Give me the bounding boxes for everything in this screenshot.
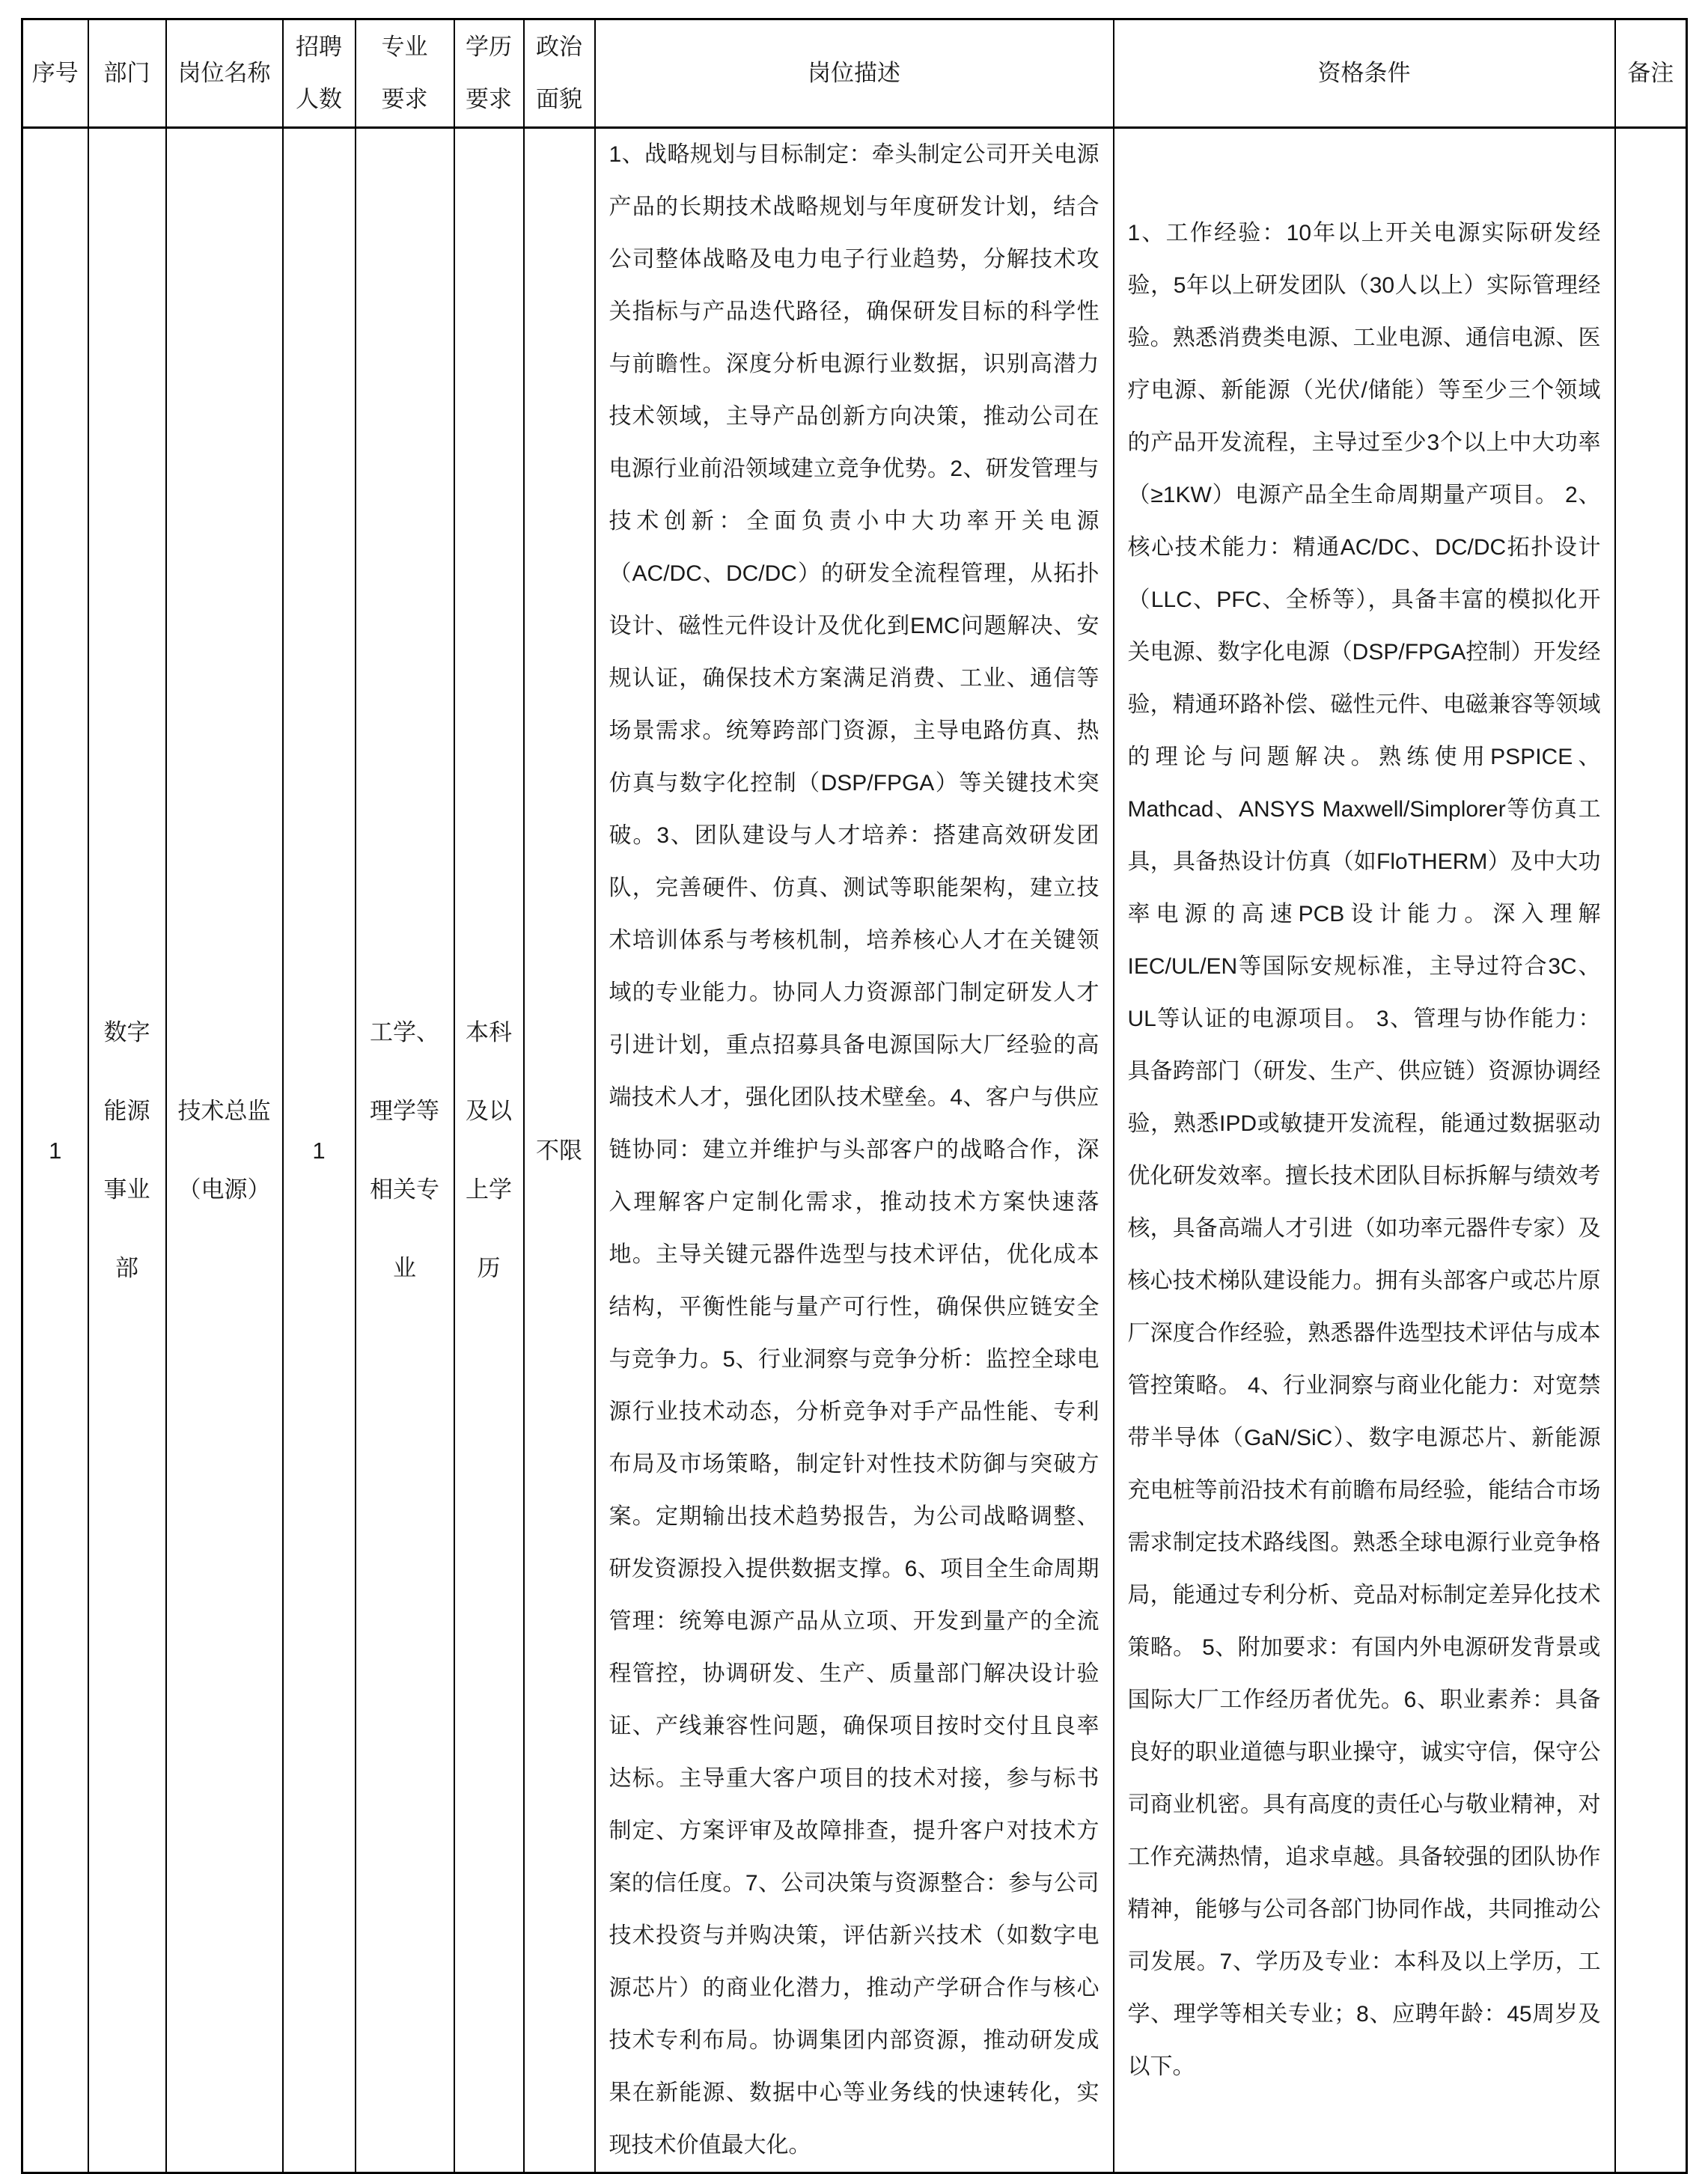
- job-description-text: 1、战略规划与目标制定：牵头制定公司开关电源产品的长期技术战略规划与年度研发计划，结合公司整体战略及电力电子行业趋势，分解技术攻关指标与产品迭代路径，确保研发目标的科学性与前瞻性。深度分析电源行业数据，识别高潜力技术领域，主导产品创新方向决策，推动公司在电源行业前沿领域建立竞争优势。2、研发管理与技术创新：全面负责小中大功率开关电源（AC/DC、DC/DC）的研发全流程管理，从拓扑设计、磁性元件设计及优化到EMC问题解决、安规认证，确保技术方案满足消费、工业、通信等场景需求。统筹跨部门资源，主导电路仿真、热仿真与数字化控制（DSP/FPGA）等关键技术突破。3、团队建设与人才培养：搭建高效研发团队，完善硬件、仿真、测试等职能架构，建立技术培训体系与考核机制，培养核心人才在关键领域的专业能力。协同人力资源部门制定研发人才引进计划，重点招募具备电源国际大厂经验的高端技术人才，强化团队技术壁垒。4、客户与供应链协同：建立并维护与头部客户的战略合作，深入理解客户定制化需求，推动技术方案快速落地。主导关键元器件选型与技术评估，优化成本结构，平衡性能与量产可行性，确保供应链安全与竞争力。5、行业洞察与竞争分析：监控全球电源行业技术动态，分析竞争对手产品性能、专利布局及市场策略，制定针对性技术防御与突破方案。定期输出技术趋势报告，为公司战略调整、研发资源投入提供数据支撑。6、项目全生命周期管理：统筹电源产品从立项、开发到量产的全流程管控，协调研发、生产、质量部门解决设计验证、产线兼容性问题，确保项目按时交付且良率达标。主导重大客户项目的技术对接，参与标书制定、方案评审及故障排查，提升客户对技术方案的信任度。7、公司决策与资源整合：参与公司技术投资与并购决策，评估新兴技术（如数字电源芯片）的商业化潜力，推动产学研合作与核心技术专利布局。协调集团内部资源，推动研发成果在新能源、数据中心等业务线的快速转化，实现技术价值最大化。: [609, 142, 1099, 2158]
- political-status-value: 不限: [536, 1137, 582, 1164]
- cell-job-description: [595, 128, 1114, 2173]
- header-remarks-label: 备注: [1627, 60, 1674, 86]
- header-major: [356, 19, 454, 128]
- header-education: [454, 19, 524, 128]
- header-political-status: [524, 19, 595, 128]
- job-posting-table: [21, 18, 1688, 2174]
- header-major-label: 专业要求: [381, 34, 428, 112]
- cell-department: [88, 128, 166, 2173]
- table-row: [22, 128, 1687, 2173]
- headcount-value: 1: [312, 1137, 326, 1164]
- header-position: [166, 19, 283, 128]
- header-department-label: 部门: [103, 60, 150, 86]
- cell-qualifications: [1114, 128, 1615, 2173]
- header-qualifications: [1114, 19, 1615, 128]
- header-seq: [22, 19, 88, 128]
- header-seq-label: 序号: [31, 60, 79, 86]
- major-value: 工学、理学等相关专业: [370, 1019, 439, 1281]
- education-value: 本科及以上学历: [466, 1019, 512, 1281]
- header-headcount: [283, 19, 356, 128]
- header-department: [88, 19, 166, 128]
- header-position-label: 岗位名称: [177, 60, 271, 86]
- position-value: 技术总监（电源）: [177, 1098, 271, 1203]
- cell-seq: [22, 128, 88, 2173]
- qualifications-text: 1、工作经验：10年以上开关电源实际研发经验，5年以上研发团队（30人以上）实际管理经验。熟悉消费类电源、工业电源、通信电源、医疗电源、新能源（光伏/储能）等至少三个领域的产品开发流程，主导过至少3个以上中大功率（≥1KW）电源产品全生命周期量产项目。 2、核心技术能力：精通AC/DC、DC/DC拓扑设计（LLC、PFC、全桥等），具备丰富的模拟化开关电源、数字化电源（DSP/FPGA控制）开发经验，精通环路补偿、磁性元件、电磁兼容等领域的理论与问题解决。熟练使用PSPICE、Mathcad、ANSYS Maxwell/Simplorer等仿真工具，具备热设计仿真（如FloTHERM）及中大功率电源的高速PCB设计能力。深入理解IEC/UL/EN等国际安规标准，主导过符合3C、UL等认证的电源项目。 3、管理与协作能力：具备跨部门（研发、生产、供应链）资源协调经验，熟悉IPD或敏捷开发流程，能通过数据驱动优化研发效率。擅长技术团队目标拆解与绩效考核，具备高端人才引进（如功率元器件专家）及核心技术梯队建设能力。拥有头部客户或芯片原厂深度合作经验，熟悉器件选型技术评估与成本管控策略。 4、行业洞察与商业化能力：对宽禁带半导体（GaN/SiC）、数字电源芯片、新能源充电桩等前沿技术有前瞻布局经验，能结合市场需求制定技术路线图。熟悉全球电源行业竞争格局，能通过专利分析、竞品对标制定差异化技术策略。 5、附加要求：有国内外电源研发背景或国际大厂工作经历者优先。6、职业素养：具备良好的职业道德与职业操守，诚实守信，保守公司商业机密。具有高度的责任心与敬业精神，对工作充满热情，追求卓越。具备较强的团队协作精神，能够与公司各部门协同作战，共同推动公司发展。7、学历及专业：本科及以上学历，工学、理学等相关专业；8、应聘年龄：45周岁及以下。: [1127, 221, 1601, 2079]
- cell-remarks: [1615, 128, 1687, 2173]
- seq-value: 1: [49, 1137, 62, 1164]
- header-remarks: [1615, 19, 1687, 128]
- header-job-description: [595, 19, 1114, 128]
- header-education-label: 学历要求: [466, 34, 512, 112]
- header-row: [22, 19, 1687, 128]
- header-political-status-label: 政治面貌: [536, 34, 582, 112]
- cell-headcount: [283, 128, 356, 2173]
- cell-major: [356, 128, 454, 2173]
- cell-education: [454, 128, 524, 2173]
- cell-political-status: [524, 128, 595, 2173]
- department-value: 数字能源事业部: [103, 1019, 150, 1281]
- header-job-description-label: 岗位描述: [808, 60, 900, 86]
- header-qualifications-label: 资格条件: [1317, 60, 1411, 86]
- header-headcount-label: 招聘人数: [296, 34, 342, 112]
- cell-position: [166, 128, 283, 2173]
